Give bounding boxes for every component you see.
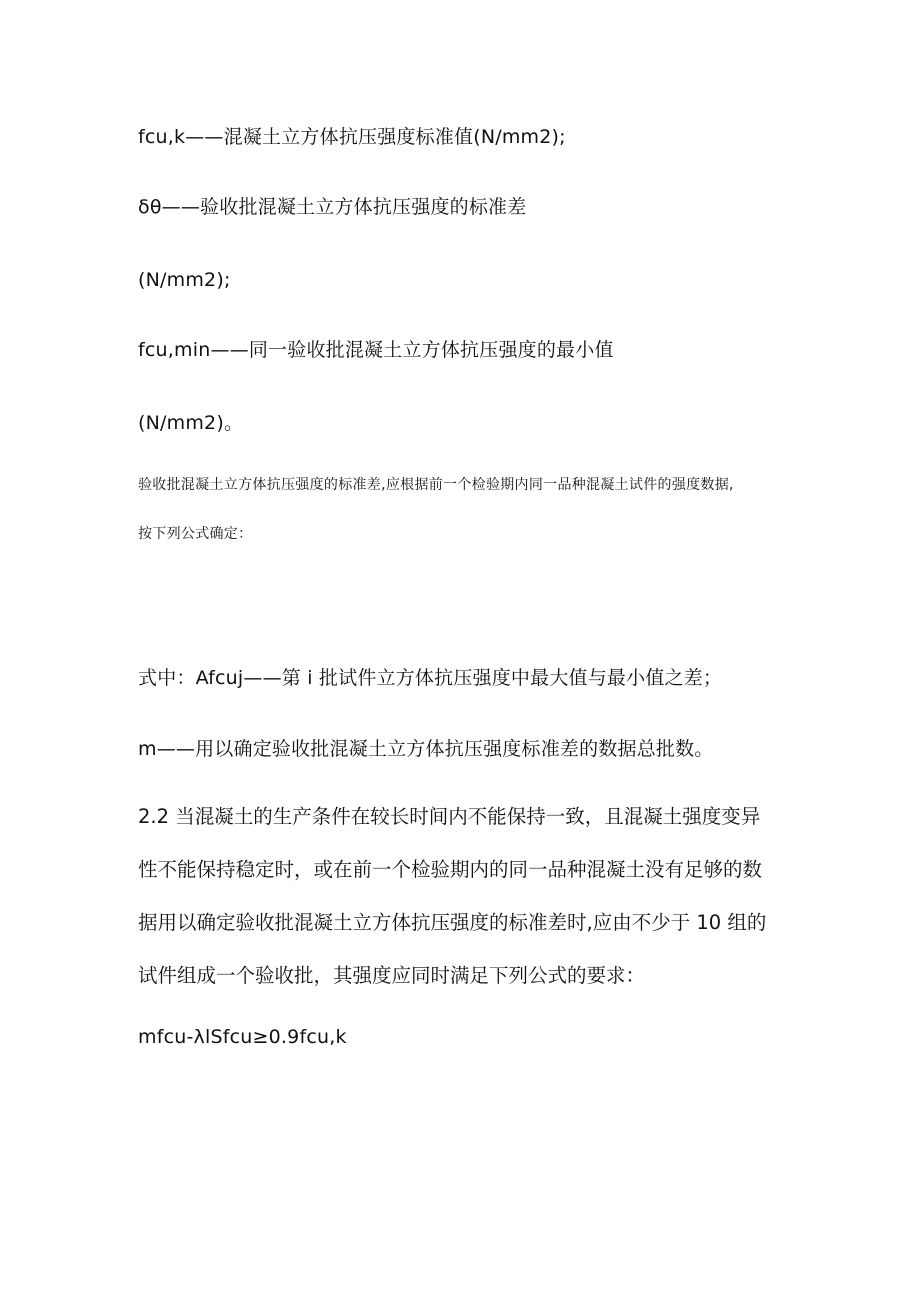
definition-afcuj: 式中：Afcuj——第 i 批试件立方体抗压强度中最大值与最小值之差； (138, 667, 723, 689)
definition-standard-deviation: δθ——验收批混凝土立方体抗压强度的标准差 (138, 196, 527, 218)
section-2-2-paragraph (138, 790, 790, 1002)
definition-fcumin: fcu,min——同一验收批混凝土立方体抗压强度的最小值 (138, 339, 614, 361)
paragraph-line: 据用以确定验收批混凝土立方体抗压强度的标准差时,应由不少于 10 组的 (138, 911, 767, 934)
unit-line: (N/mm2); (138, 269, 231, 291)
paragraph-line: 性不能保持稳定时，或在前一个检验期内的同一品种混凝土没有足够的数 (138, 858, 763, 881)
paragraph-line: 2.2 当混凝土的生产条件在较长时间内不能保持一致，且混凝土强度变异 (138, 805, 761, 828)
paragraph-line: 试件组成一个验收批，其强度应同时满足下列公式的要求： (138, 964, 646, 987)
note-line-1: 验收批混凝土立方体抗压强度的标准差,应根据前一个检验期内同一品种混凝土试件的强度数据, (138, 477, 734, 493)
formula: mfcu-λlSfcu≥0.9fcu,k (138, 1026, 347, 1048)
unit-line-end: (N/mm2)。 (138, 412, 244, 434)
definition-m: m——用以确定验收批混凝土立方体抗压强度标准差的数据总批数。 (138, 738, 714, 760)
definition-fcuk: fcu,k——混凝土立方体抗压强度标准值(N/mm2); (138, 126, 566, 148)
note-line-2: 按下列公式确定： (138, 526, 253, 542)
